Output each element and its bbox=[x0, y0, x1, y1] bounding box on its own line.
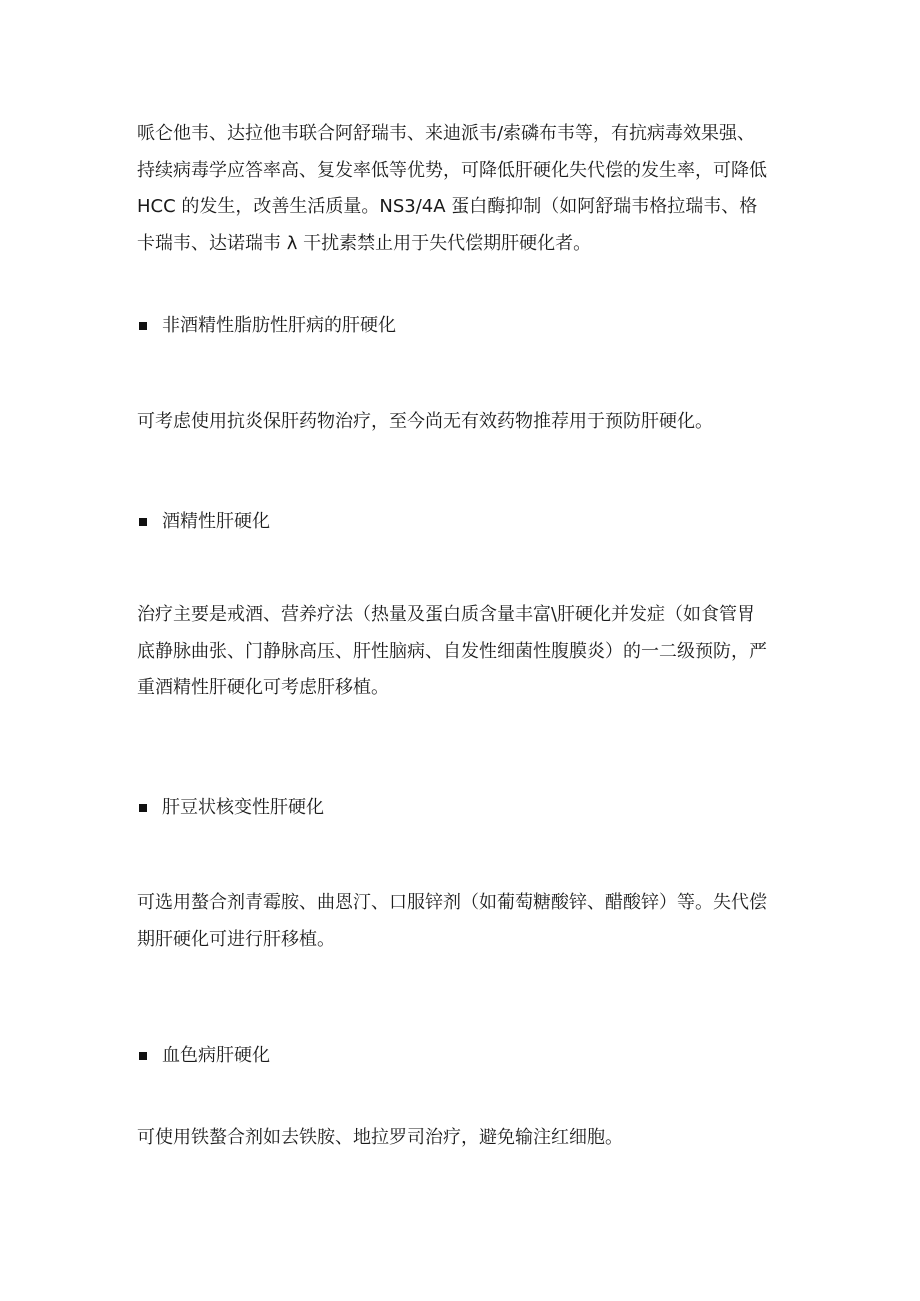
paragraph-line: 底静脉曲张、门静脉高压、肝性脑病、自发性细菌性腹膜炎）的一二级预防，严 bbox=[137, 640, 767, 662]
paragraph-line: 可考虑使用抗炎保肝药物治疗，至今尚无有效药物推荐用于预防肝硬化。 bbox=[137, 411, 713, 432]
square-bullet-icon bbox=[139, 804, 147, 812]
paragraph-line: 治疗主要是戒酒、营养疗法（热量及蛋白质含量丰富\肝硬化并发症（如食管胃 bbox=[137, 604, 756, 625]
section-paragraph-hemochromatosis-cirrhosis bbox=[137, 1120, 785, 1157]
paragraph-line: 持续病毒学应答率高、复发率低等优势，可降低肝硬化失代偿的发生率，可降低 bbox=[137, 159, 767, 181]
paragraph-line: HCC 的发生，改善生活质量。NS3/4A 蛋白酶抑制（如阿舒瑞韦格拉瑞韦、格 bbox=[137, 196, 758, 217]
paragraph-line: 哌仑他韦、达拉他韦联合阿舒瑞韦、来迪派韦/索磷布韦等，有抗病毒效果强、 bbox=[137, 123, 756, 144]
section-heading-alcoholic-cirrhosis bbox=[137, 510, 785, 534]
section-paragraph-alcoholic-cirrhosis bbox=[137, 597, 785, 707]
square-bullet-icon bbox=[139, 322, 147, 330]
paragraph-line: 可选用螯合剂青霉胺、曲恩汀、口服锌剂（如葡萄糖酸锌、醋酸锌）等。失代偿 bbox=[137, 892, 767, 913]
square-bullet-icon bbox=[139, 1052, 147, 1060]
paragraph-line: 卡瑞韦、达诺瑞韦 λ 干扰素禁止用于失代偿期肝硬化者。 bbox=[137, 232, 592, 254]
paragraph-line: 重酒精性肝硬化可考虑肝移植。 bbox=[137, 677, 389, 698]
section-paragraph-nafld-cirrhosis bbox=[137, 404, 785, 441]
section-heading-text: 肝豆状核变性肝硬化 bbox=[162, 797, 324, 818]
section-paragraph-wilson-disease-cirrhosis bbox=[137, 885, 785, 958]
section-heading-hemochromatosis-cirrhosis bbox=[137, 1044, 785, 1068]
section-heading-text: 非酒精性脂肪性肝病的肝硬化 bbox=[162, 315, 396, 336]
square-bullet-icon bbox=[139, 518, 147, 526]
intro-paragraph bbox=[137, 116, 785, 262]
section-heading-wilson-disease-cirrhosis bbox=[137, 796, 785, 820]
section-heading-nafld-cirrhosis bbox=[137, 314, 785, 338]
section-heading-text: 血色病肝硬化 bbox=[162, 1045, 270, 1066]
section-heading-text: 酒精性肝硬化 bbox=[162, 511, 270, 532]
paragraph-line: 期肝硬化可进行肝移植。 bbox=[137, 928, 335, 950]
paragraph-line: 可使用铁螯合剂如去铁胺、地拉罗司治疗，避免输注红细胞。 bbox=[137, 1127, 623, 1148]
